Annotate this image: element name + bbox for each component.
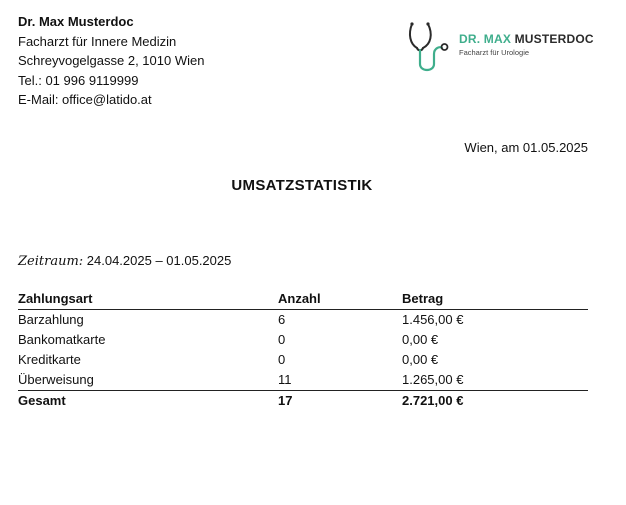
cell-payment-type: Kreditkarte bbox=[18, 352, 81, 367]
document-date: Wien, am 01.05.2025 bbox=[464, 140, 588, 155]
header-amount: Betrag bbox=[402, 291, 444, 306]
sender-block bbox=[18, 12, 204, 110]
cell-amount: 1.265,00 € bbox=[402, 372, 464, 387]
logo-name bbox=[459, 32, 594, 46]
table-row bbox=[18, 370, 588, 390]
table-total-row bbox=[18, 391, 588, 411]
table-header bbox=[18, 290, 588, 309]
practice-logo bbox=[406, 20, 606, 76]
cell-count: 6 bbox=[278, 312, 286, 327]
stethoscope-icon bbox=[406, 20, 454, 76]
cell-amount: 0,00 € bbox=[402, 332, 439, 347]
cell-amount: 1.456,00 € bbox=[402, 312, 464, 327]
cell-payment-type: Überweisung bbox=[18, 372, 94, 387]
logo-name-rest: MUSTERDOC bbox=[511, 32, 594, 46]
cell-count: 0 bbox=[278, 332, 286, 347]
total-count: 17 bbox=[278, 393, 293, 408]
total-label: Gesamt bbox=[18, 393, 66, 408]
cell-payment-type: Barzahlung bbox=[18, 312, 84, 327]
logo-text bbox=[459, 32, 594, 57]
cell-count: 11 bbox=[278, 372, 292, 387]
revenue-table bbox=[18, 290, 588, 411]
cell-payment-type: Bankomatkarte bbox=[18, 332, 106, 347]
table-row bbox=[18, 330, 588, 350]
sender-specialty: Facharzt für Innere Medizin bbox=[18, 33, 177, 49]
period-label: Zeitraum: bbox=[18, 254, 84, 269]
logo-name-accent: DR. MAX bbox=[459, 32, 512, 46]
table-row bbox=[18, 310, 588, 330]
sender-email: E-Mail: office@latido.at bbox=[18, 92, 152, 107]
sender-address: Schreyvogelgasse 2, 1010 Wien bbox=[18, 53, 205, 68]
cell-count: 0 bbox=[278, 352, 286, 367]
header-payment-type: Zahlungsart bbox=[18, 291, 93, 306]
sender-name: Dr. Max Musterdoc bbox=[18, 14, 134, 29]
header-count: Anzahl bbox=[278, 291, 321, 306]
cell-amount: 0,00 € bbox=[402, 352, 439, 367]
period-line bbox=[18, 253, 231, 269]
document-title: UMSATZSTATISTIK bbox=[231, 177, 373, 194]
period-value: 24.04.2025 – 01.05.2025 bbox=[83, 253, 232, 268]
sender-phone: Tel.: 01 996 9119999 bbox=[18, 72, 139, 88]
total-amount: 2.721,00 € bbox=[402, 393, 464, 408]
logo-subtitle: Facharzt für Urologie bbox=[459, 48, 530, 57]
table-row bbox=[18, 350, 588, 370]
